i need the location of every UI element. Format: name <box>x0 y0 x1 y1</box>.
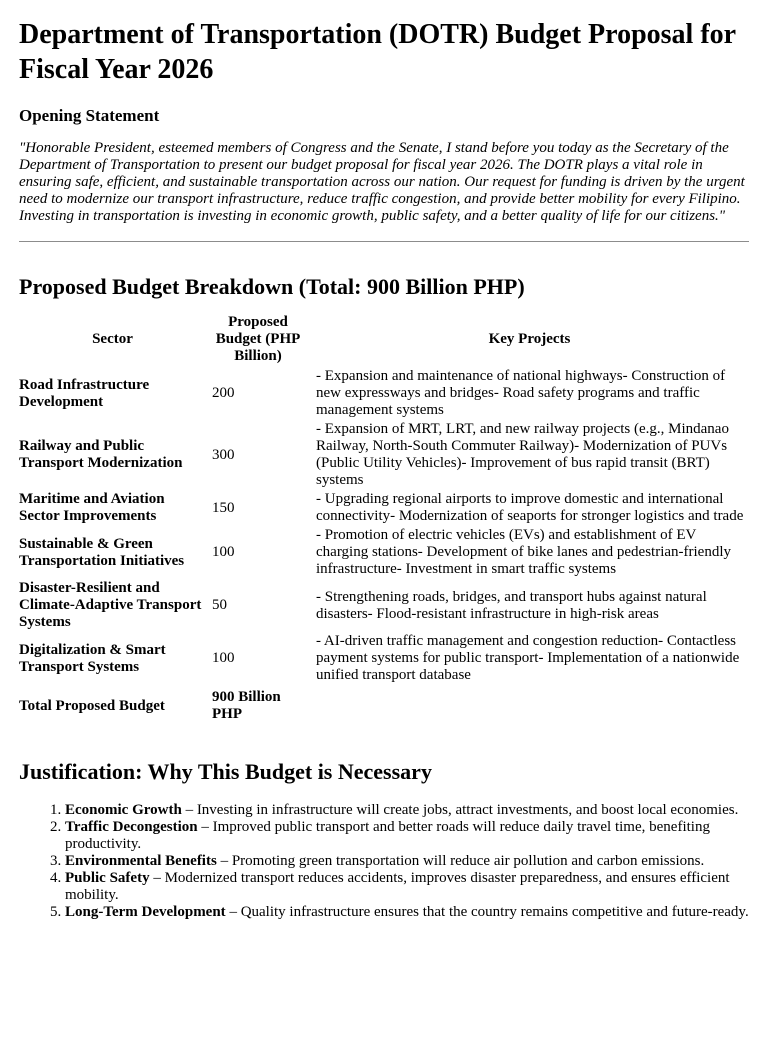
budget-breakdown-heading: Proposed Budget Breakdown (Total: 900 Billion PHP) <box>19 274 525 299</box>
list-item <box>65 802 749 819</box>
opening-statement-heading: Opening Statement <box>19 106 160 125</box>
sector-cell: Railway and Public Transport Modernization <box>19 438 183 471</box>
page-title: Department of Transportation (DOTR) Budget Proposal for Fiscal Year 2026 <box>19 19 736 85</box>
sector-cell: Maritime and Aviation Sector Improvements <box>19 491 165 524</box>
list-item-text: – Modernized transport reduces accidents, improves disaster preparedness, and ensures efficient mobility. <box>65 870 730 903</box>
list-item-term: Economic Growth <box>65 802 182 818</box>
total-amount-cell: 900 Billion PHP <box>212 689 281 722</box>
table-row <box>19 367 749 420</box>
table-row <box>19 526 749 579</box>
document-page <box>0 17 768 921</box>
list-item-text: – Investing in infrastructure will create jobs, attract investments, and boost local economies. <box>181 802 739 818</box>
projects-cell: - Promotion of electric vehicles (EVs) and establishment of EV charging stations- Development of bike lanes and pedestrian-friendly infrastructure- Investment in smart traffic systems <box>316 527 732 577</box>
table-row <box>19 490 749 526</box>
table-row <box>19 420 749 490</box>
table-row <box>19 632 749 685</box>
projects-cell: - Expansion of MRT, LRT, and new railway projects (e.g., Mindanao Railway, North-South Commuter Railway)- Modernization of PUVs (Public Utility Vehicles)- Improvement of bus rapid transit (BRT) systems <box>316 421 729 488</box>
opening-statement-text: "Honorable President, esteemed members of Congress and the Senate, I stand before you today as the Secretary of the Department of Transportation to present our budget proposal for fiscal year 2026. The DOTR plays a vital role in ensuring safe, efficient, and sustainable transportation across our nation. Our request for funding is driven by the urgent need to modernize our transport infrastructure, reduce traffic congestion, and provide better mobility for every Filipino. Investing in transportation is investing in economic growth, public safety, and a better quality of life for our citizens." <box>19 140 745 224</box>
sector-cell: Road Infrastructure Development <box>19 376 150 410</box>
list-item <box>65 819 749 853</box>
total-row <box>19 685 749 724</box>
projects-cell: - Upgrading regional airports to improve domestic and international connectivity- Modernization of seaports for stronger logistics and trade <box>316 491 744 524</box>
justification-heading: Justification: Why This Budget is Necessary <box>19 759 432 784</box>
budget-table <box>19 312 749 724</box>
table-header-row <box>19 312 749 367</box>
total-label-cell: Total Proposed Budget <box>19 697 165 714</box>
list-item-text: – Quality infrastructure ensures that the country remains competitive and future-ready. <box>225 904 749 920</box>
projects-cell: - Strengthening roads, bridges, and transport hubs against natural disasters- Flood-resistant infrastructure in high-risk areas <box>316 588 707 622</box>
projects-cell: - Expansion and maintenance of national highways- Construction of new expressways and bridges- Road safety programs and traffic management systems <box>316 368 726 418</box>
list-item <box>65 870 749 904</box>
projects-cell: - AI-driven traffic management and congestion reduction- Contactless payment systems for public transport- Implementation of a nationwide unified transport database <box>316 633 740 683</box>
sector-cell: Sustainable & Green Transportation Initiatives <box>19 535 185 569</box>
amount-cell: 300 <box>212 446 235 463</box>
list-item <box>65 904 749 921</box>
column-header-projects: Key Projects <box>488 331 571 347</box>
list-item-term: Long-Term Development <box>65 904 226 920</box>
column-header-sector: Sector <box>92 331 133 347</box>
section-divider <box>19 241 749 242</box>
column-header-amount: Proposed Budget (PHP Billion) <box>215 314 301 364</box>
total-projects-cell <box>310 685 749 724</box>
list-item-text: – Promoting green transportation will reduce air pollution and carbon emissions. <box>216 853 705 869</box>
amount-cell: 100 <box>212 650 235 666</box>
amount-cell: 100 <box>212 544 235 560</box>
sector-cell: Disaster-Resilient and Climate-Adaptive Transport Systems <box>19 580 202 630</box>
amount-cell: 200 <box>212 385 235 401</box>
list-item-term: Public Safety <box>65 870 150 886</box>
list-item-text: – Improved public transport and better roads will reduce daily travel time, benefiting productivity. <box>65 819 710 852</box>
sector-cell: Digitalization & Smart Transport Systems <box>19 641 166 675</box>
list-item-term: Traffic Decongestion <box>65 819 198 835</box>
amount-cell: 50 <box>212 597 227 613</box>
table-row <box>19 579 749 632</box>
list-item <box>65 853 749 870</box>
amount-cell: 150 <box>212 499 235 516</box>
list-item-term: Environmental Benefits <box>65 853 217 869</box>
justification-list <box>19 802 749 921</box>
